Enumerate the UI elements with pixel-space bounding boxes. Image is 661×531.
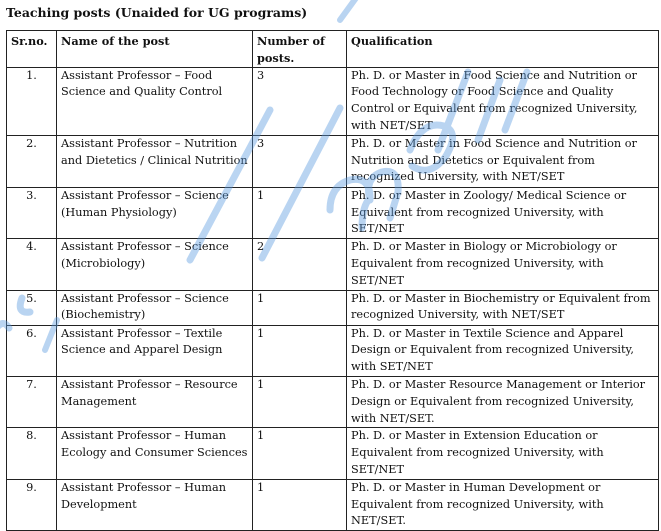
- cell-number-of-posts: 3: [253, 135, 347, 187]
- cell-sr-no: 4.: [7, 239, 57, 290]
- cell-qualification: Ph. D. or Master in Textile Science and Apparel Design or Equivalent from recognized University, with SET/NET: [347, 325, 659, 376]
- header-number-of-posts: Number of posts.: [253, 31, 347, 68]
- cell-qualification: Ph. D. or Master in Extension Education or Equivalent from recognized University, with SET/NET: [347, 428, 659, 479]
- header-sr-no: Sr.no.: [7, 31, 57, 68]
- cell-sr-no: 1.: [7, 67, 57, 135]
- cell-qualification: Ph. D. or Master in Human Development or Equivalent from recognized University, with NET/SET.: [347, 479, 659, 530]
- cell-number-of-posts: 1: [253, 376, 347, 427]
- cell-number-of-posts: 3: [253, 67, 347, 135]
- cell-post-name: Assistant Professor – Human Ecology and Consumer Sciences: [57, 428, 253, 479]
- cell-post-name: Assistant Professor – Human Development: [57, 479, 253, 530]
- cell-number-of-posts: 1: [253, 290, 347, 325]
- cell-post-name: Assistant Professor – Textile Science and Apparel Design: [57, 325, 253, 376]
- cell-sr-no: 2.: [7, 135, 57, 187]
- table-row: [7, 135, 659, 187]
- cell-sr-no: 6.: [7, 325, 57, 376]
- cell-number-of-posts: 1: [253, 325, 347, 376]
- cell-post-name: Assistant Professor – Nutrition and Dietetics / Clinical Nutrition: [57, 135, 253, 187]
- cell-qualification: Ph. D. or Master in Food Science and Nutrition or Food Technology or Food Science and Quality Control or Equivalent from recognized University, with NET/SET: [347, 67, 659, 135]
- cell-post-name: Assistant Professor – Science (Human Physiology): [57, 187, 253, 238]
- cell-sr-no: 3.: [7, 187, 57, 238]
- cell-post-name: Assistant Professor – Science (Biochemistry): [57, 290, 253, 325]
- cell-sr-no: 9.: [7, 479, 57, 530]
- cell-qualification: Ph. D. or Master in Biology or Microbiology or Equivalent from recognized University, with SET/NET: [347, 239, 659, 290]
- cell-number-of-posts: 1: [253, 428, 347, 479]
- cell-sr-no: 8.: [7, 428, 57, 479]
- cell-qualification: Ph. D. or Master in Biochemistry or Equivalent from recognized University, with NET/SET: [347, 290, 659, 325]
- table-row: [7, 325, 659, 376]
- table-row: [7, 376, 659, 427]
- cell-post-name: Assistant Professor – Food Science and Quality Control: [57, 67, 253, 135]
- table-row: [7, 428, 659, 479]
- header-post-name: Name of the post: [57, 31, 253, 68]
- table-row: [7, 290, 659, 325]
- cell-post-name: Assistant Professor – Science (Microbiology): [57, 239, 253, 290]
- cell-number-of-posts: 1: [253, 187, 347, 238]
- watermark-stroke: [340, 0, 356, 20]
- cell-qualification: Ph. D. or Master Resource Management or Interior Design or Equivalent from recognized University, with NET/SET.: [347, 376, 659, 427]
- header-qualification: Qualification: [347, 31, 659, 68]
- table-row: [7, 239, 659, 290]
- table-header-row: [7, 31, 659, 68]
- table-row: [7, 67, 659, 135]
- cell-number-of-posts: 1: [253, 479, 347, 530]
- teaching-posts-table: [6, 30, 659, 531]
- page-heading: Teaching posts (Unaided for UG programs): [6, 5, 308, 20]
- cell-post-name: Assistant Professor – Resource Management: [57, 376, 253, 427]
- cell-number-of-posts: 2: [253, 239, 347, 290]
- cell-qualification: Ph. D. or Master in Zoology/ Medical Science or Equivalent from recognized University, with SET/NET: [347, 187, 659, 238]
- table-row: [7, 187, 659, 238]
- table-row: [7, 479, 659, 530]
- cell-sr-no: 7.: [7, 376, 57, 427]
- cell-qualification: Ph. D. or Master in Food Science and Nutrition or Nutrition and Dietetics or Equivalent from recognized University, with NET/SET: [347, 135, 659, 187]
- cell-sr-no: 5.: [7, 290, 57, 325]
